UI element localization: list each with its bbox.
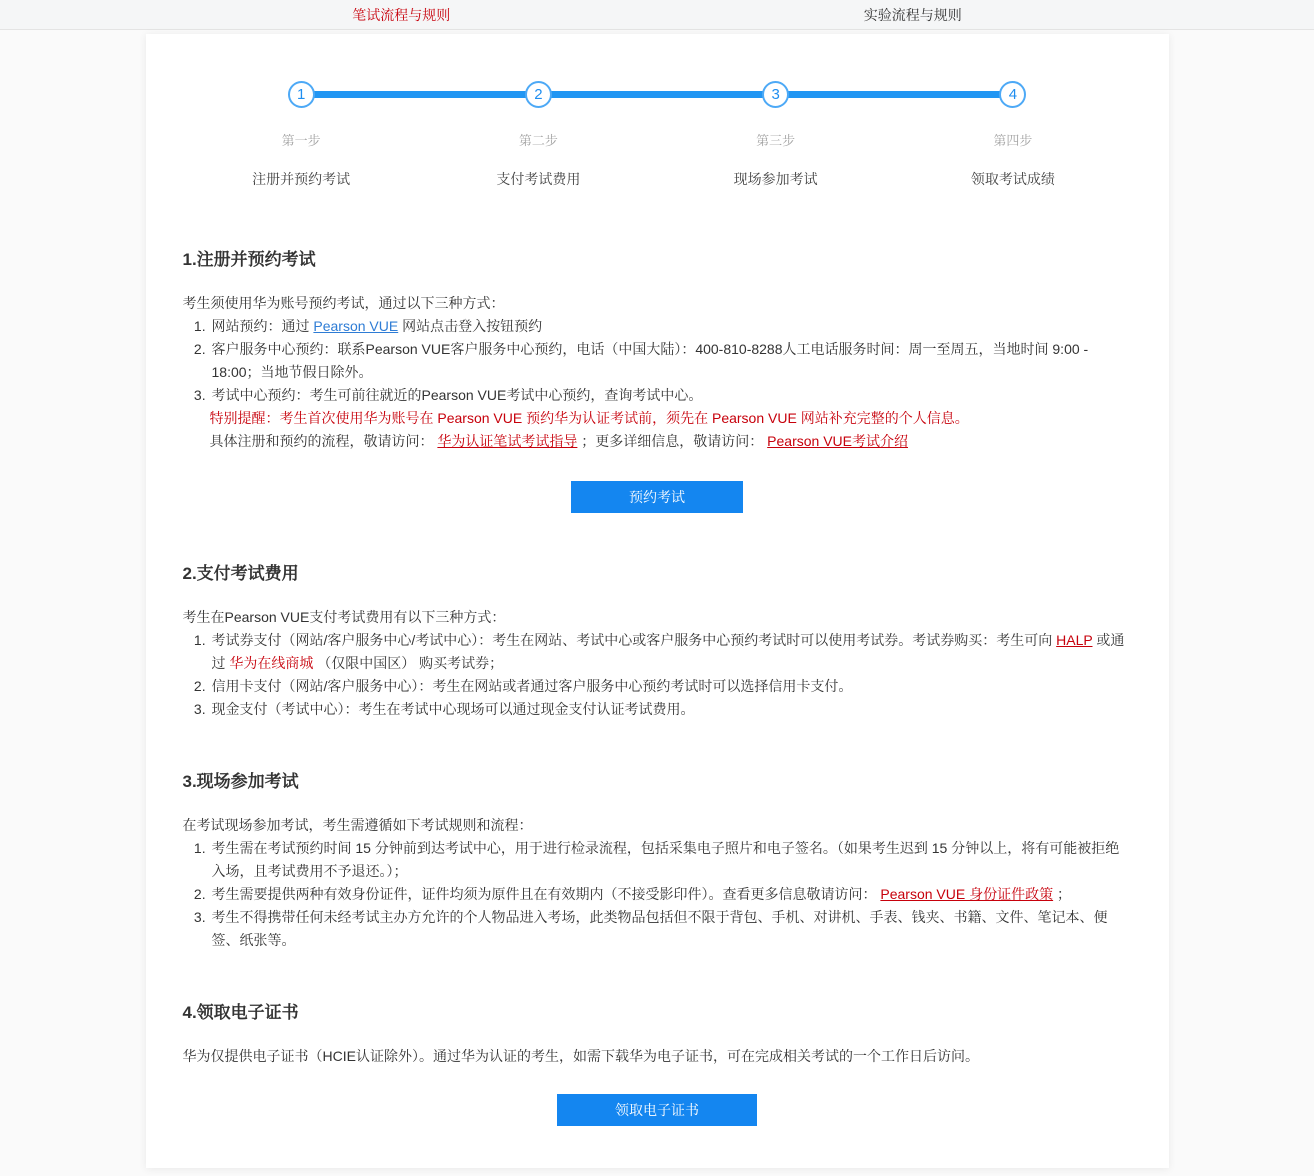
- stepper-step-1: [183, 81, 420, 189]
- list-item: 2. 客户服务中心预约：联系Pearson VUE客户服务中心预约，电话（中国大陆）：400-810-8288人工电话服务时间：周一至周五，当地时间 9:00 - 18:00；当地节假日除外。: [210, 338, 1132, 384]
- get-certificate-button[interactable]: 领取电子证书: [557, 1094, 757, 1126]
- section-2-title: 2.支付考试费用: [182, 564, 299, 583]
- section-1-intro: 考生须使用华为账号预约考试，通过以下三种方式：: [182, 295, 505, 311]
- section-3-list: [183, 837, 1132, 952]
- list-item: [210, 315, 1132, 338]
- step-2-name: 支付考试费用: [496, 171, 581, 187]
- section-get-e-certificate: [183, 998, 1132, 1128]
- section-register-and-book: [183, 245, 1132, 513]
- section-3-intro: 在考试现场参加考试，考生需遵循如下考试规则和流程：: [182, 817, 533, 833]
- guide-text: ；更多详细信息，敬请访问：: [577, 433, 768, 449]
- list-item: 3. 考生不得携带任何未经考试主办方允许的个人物品进入考场，此类物品包括但不限于背包、手机、对讲机、手表、钱夹、书籍、文件、笔记本、便签、纸张等。: [210, 906, 1132, 952]
- content-card: [146, 34, 1169, 1168]
- item-text: 考生需要提供两种有效身份证件，证件均须为原件且在有效期内（不接受影印件）。查看更多信息敬请访问：: [211, 886, 881, 902]
- registration-guide-line: [210, 430, 1132, 453]
- list-item: 3. 考试中心预约：考生可前往就近的Pearson VUE考试中心预约，查询考试中心。: [210, 384, 1132, 407]
- item-text: ；: [1053, 886, 1071, 902]
- section-2-list: [183, 629, 1132, 721]
- tab-written-exam-process[interactable]: 笔试流程与规则: [352, 6, 451, 23]
- step-3-circle: 3: [762, 81, 789, 108]
- section-3-title: 3.现场参加考试: [182, 772, 299, 791]
- item-text: 网站预约：通过: [211, 318, 314, 334]
- step-4-name: 领取考试成绩: [970, 171, 1055, 187]
- guide-text: 具体注册和预约的流程，敬请访问：: [209, 433, 438, 449]
- huawei-online-store-link[interactable]: 华为在线商城: [229, 655, 314, 671]
- top-tab-bar-inner: [146, 0, 1169, 29]
- step-3-stage-label: 第三步: [756, 133, 796, 148]
- step-2-stage-label: 第二步: [518, 133, 558, 148]
- list-item: 3. 现金支付（考试中心）：考生在考试中心现场可以通过现金支付认证考试费用。: [210, 698, 1132, 721]
- written-exam-guide-link[interactable]: 华为认证笔试考试指导: [437, 433, 578, 449]
- stepper-step-3: [657, 81, 894, 189]
- item-text: 或通过: [211, 632, 1125, 671]
- pearson-vue-link[interactable]: Pearson VUE: [313, 318, 399, 334]
- section-1-list: [183, 315, 1132, 407]
- list-item: 2. 信用卡支付（网站/客户服务中心）：考生在网站或者通过客户服务中心预约考试时可以选择信用卡支付。: [210, 675, 1132, 698]
- section-4-title: 4.领取电子证书: [182, 1003, 299, 1022]
- stepper-step-4: [894, 81, 1131, 189]
- list-item: 1. 考生需在考试预约时间 15 分钟前到达考试中心，用于进行检录流程，包括采集电子照片和电子签名。（如果考生迟到 15 分钟以上，将有可能被拒绝入场，且考试费用不予退还。）；: [210, 837, 1132, 883]
- exam-process-stepper: [183, 81, 1132, 189]
- id-policy-link[interactable]: Pearson VUE 身份证件政策: [880, 886, 1054, 902]
- tab-lab-exam-process[interactable]: 实验流程与规则: [863, 6, 962, 23]
- list-item: [210, 883, 1132, 906]
- step-1-name: 注册并预约考试: [252, 171, 351, 187]
- special-reminder-text: 特别提醒：考生首次使用华为账号在 Pearson VUE 预约华为认证考试前，须先在 Pearson VUE 网站补充完整的个人信息。: [209, 410, 969, 426]
- step-2-circle: 2: [525, 81, 552, 108]
- section-4-para: 华为仅提供电子证书（HCIE认证除外）。通过华为认证的考生，如需下载华为电子证书，可在完成相关考试的一个工作日后访问。: [182, 1048, 979, 1064]
- step-1-circle: 1: [288, 81, 315, 108]
- step-1-stage-label: 第一步: [281, 133, 321, 148]
- section-2-intro: 考生在Pearson VUE支付考试费用有以下三种方式：: [182, 609, 506, 625]
- item-text: （仅限中国区） 购买考试券；: [313, 655, 504, 671]
- section-pay-exam-fee: [183, 559, 1132, 721]
- step-4-circle: 4: [999, 81, 1026, 108]
- stepper-step-2: [420, 81, 657, 189]
- pearson-vue-intro-link[interactable]: Pearson VUE考试介绍: [767, 433, 908, 449]
- step-3-name: 现场参加考试: [733, 171, 818, 187]
- section-1-title: 1.注册并预约考试: [182, 250, 316, 269]
- step-4-stage-label: 第四步: [993, 133, 1033, 148]
- item-text: 网站点击登入按钮预约: [398, 318, 543, 334]
- section-attend-exam-onsite: [183, 767, 1132, 952]
- top-tab-bar: [0, 0, 1314, 30]
- halp-link[interactable]: HALP: [1056, 632, 1093, 648]
- list-item: [210, 629, 1132, 675]
- item-text: 考试券支付（网站/客户服务中心/考试中心）：考生在网站、考试中心或客户服务中心预约考试时可以使用考试券。考试券购买：考生可向: [211, 632, 1057, 648]
- book-exam-button[interactable]: 预约考试: [571, 481, 743, 513]
